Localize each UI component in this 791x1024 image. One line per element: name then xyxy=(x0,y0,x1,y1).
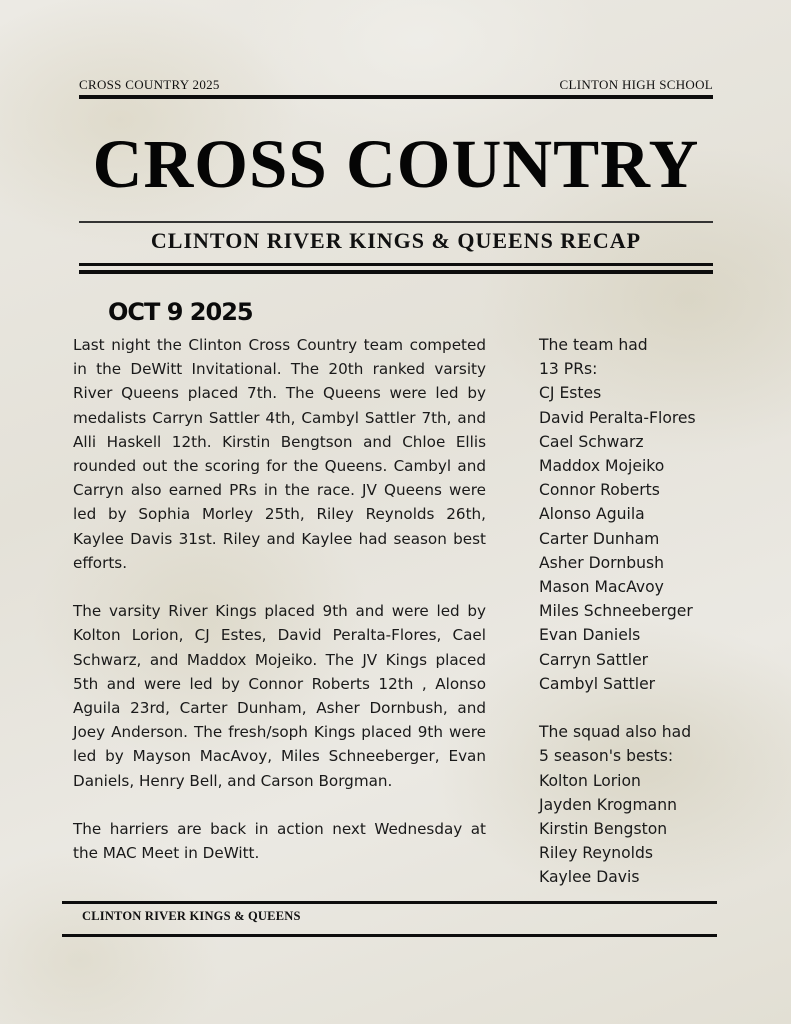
article-body xyxy=(73,333,486,865)
header-left-label: CROSS COUNTRY 2025 xyxy=(79,77,220,92)
season-best-section xyxy=(539,720,729,889)
list-item: Asher Dornbush xyxy=(539,553,664,572)
list-item: David Peralta-Flores xyxy=(539,408,696,427)
list-item: Maddox Mojeiko xyxy=(539,457,665,476)
list-item: Miles Schneeberger xyxy=(539,602,693,621)
list-item: CJ Estes xyxy=(539,384,602,403)
top-bar xyxy=(79,76,713,94)
list-item: Alonso Aguila xyxy=(539,505,645,524)
pr-list-section xyxy=(539,333,729,696)
header-right-label: CLINTON HIGH SCHOOL xyxy=(559,77,713,92)
footer-rule-top xyxy=(62,901,717,904)
list-item: Cambyl Sattler xyxy=(539,674,656,693)
list-item: Connor Roberts xyxy=(539,481,660,500)
list-item: Jayden Krogmann xyxy=(539,795,677,814)
article-paragraph-queens: Last night the Clinton Cross Country team competed in the DeWitt Invitational. The 20th ranked varsity River Queens placed 7th. The Queens were led by medalists Carryn Sattler 4th, Cambyl Sattler 7th, and Alli Haskell 12th. Kirstin Bengtson and Chloe Ellis rounded out the scoring for the Queens. Cambyl and Carryn also earned PRs in the race. JV Queens were led by Sophia Morley 25th, Riley Reynolds 26th, Kaylee Davis 31st. Riley and Kaylee had season best efforts. xyxy=(73,336,486,572)
masthead-title: CROSS COUNTRY xyxy=(92,126,700,202)
sidebar-highlights xyxy=(539,333,729,914)
season-best-list xyxy=(539,769,729,890)
article-date: OCT 9 2025 xyxy=(108,298,253,326)
list-item: Kolton Lorion xyxy=(539,771,641,790)
list-item: Riley Reynolds xyxy=(539,844,654,863)
list-item: Carryn Sattler xyxy=(539,650,649,669)
list-item: Cael Schwarz xyxy=(539,432,644,451)
masthead-divider xyxy=(79,221,713,223)
list-item: Kirstin Bengston xyxy=(539,820,668,839)
subtitle-divider-thin xyxy=(79,263,713,266)
footer-label: CLINTON RIVER KINGS & QUEENS xyxy=(82,909,301,923)
season-best-intro-line2: 5 season's bests: xyxy=(539,747,674,766)
list-item: Evan Daniels xyxy=(539,626,641,645)
list-item: Mason MacAvoy xyxy=(539,578,664,597)
pr-list xyxy=(539,381,729,696)
list-item: Kaylee Davis xyxy=(539,868,640,887)
header-rule xyxy=(79,95,713,99)
masthead-subtitle: CLINTON RIVER KINGS & QUEENS RECAP xyxy=(150,228,642,253)
pr-intro-line2: 13 PRs: xyxy=(539,360,598,379)
list-item: Carter Dunham xyxy=(539,529,660,548)
footer-rule-bottom xyxy=(62,934,717,937)
subtitle-divider-thick xyxy=(79,270,713,274)
season-best-intro-line1: The squad also had xyxy=(539,723,692,742)
article-paragraph-next-meet: The harriers are back in action next Wednesday at the MAC Meet in DeWitt. xyxy=(73,820,486,863)
pr-intro-line1: The team had xyxy=(539,336,648,354)
article-paragraph-kings: The varsity River Kings placed 9th and were led by Kolton Lorion, CJ Estes, David Peralta-Flores, Cael Schwarz, and Maddox Mojeiko. The JV Kings placed 5th and were led by Connor Roberts 12th , Alonso Aguila 23rd, Carter Dunham, Asher Dornbush, and Joey Anderson. The fresh/soph Kings placed 9th were led by Mayson MacAvoy, Miles Schneeberger, Evan Daniels, Henry Bell, and Carson Borgman. xyxy=(73,602,486,790)
